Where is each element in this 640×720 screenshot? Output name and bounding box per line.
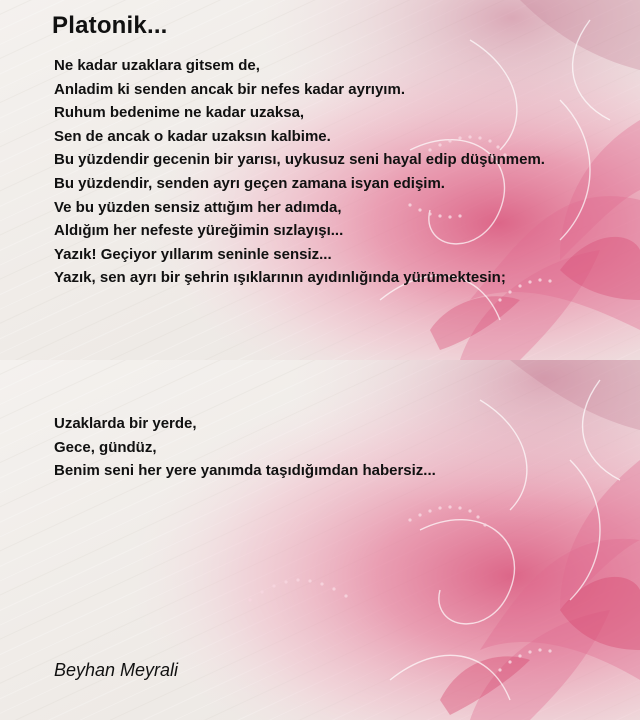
poem-line: Bu yüzdendir gecenin bir yarısı, uykusuz seni hayal edip düşünmem. [54, 151, 545, 169]
poem-line: Benim seni her yere yanımda taşıdığımdan habersiz... [54, 462, 436, 480]
poem-line: Ve bu yüzden sensiz attığım her adımda, [54, 198, 342, 216]
poem-line: Anladim ki senden ancak bir nefes kadar ayrıyım. [54, 80, 405, 98]
poem-line: Gece, gündüz, [54, 438, 157, 456]
poem-line: Ne kadar uzaklara gitsem de, [54, 57, 260, 74]
poem-stanza-1 [54, 54, 545, 290]
poem-title: Platonik... [52, 12, 168, 39]
poem-line: Yazık! Geçiyor yıllarım seninle sensiz... [54, 245, 332, 263]
poem-author: Beyhan Meyrali [54, 660, 179, 680]
poem-line: Aldığım her nefeste yüreğimin sızlayışı... [54, 222, 344, 240]
poem-line: Ruhum bedenime ne kadar uzaksa, [54, 104, 305, 122]
poem-line: Yazık, sen ayrı bir şehrin ışıklarının ayıdınlığında yürümektesin; [54, 269, 506, 287]
poem-stanza-2 [54, 412, 436, 483]
poem-line: Uzaklarda bir yerde, [54, 415, 197, 432]
poem-line: Sen de ancak o kadar uzaksın kalbime. [54, 127, 331, 145]
poem-line: Bu yüzdendir, senden ayrı geçen zamana isyan edişim. [54, 174, 445, 192]
